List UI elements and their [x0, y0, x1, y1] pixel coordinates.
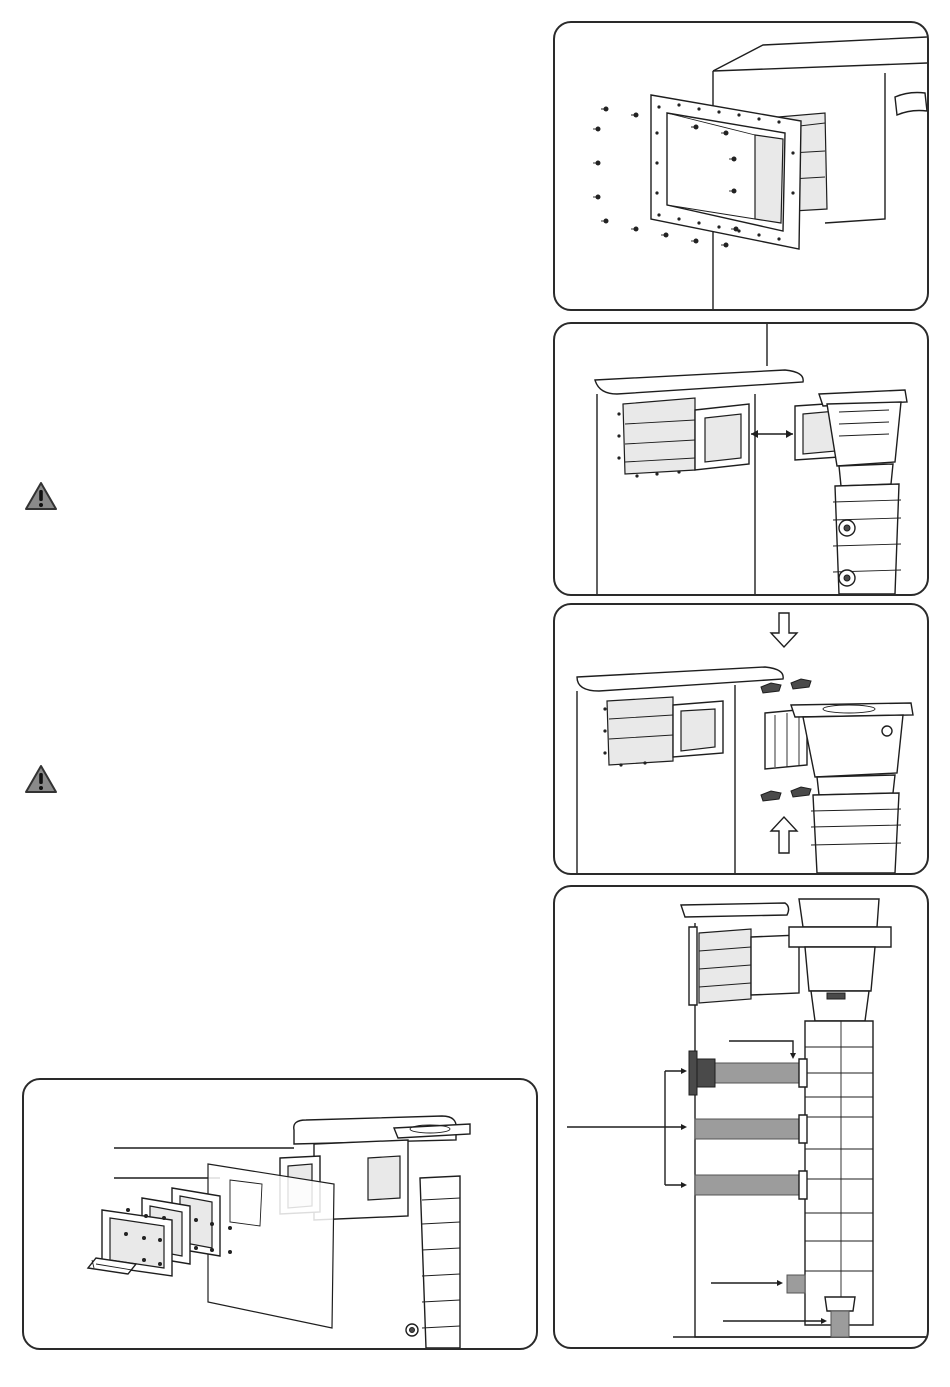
figure-4-pipe-connections — [553, 885, 929, 1349]
figure-2-skimmer-alignment — [553, 322, 929, 596]
warning-triangle-icon — [24, 764, 58, 794]
figure-5-exploded-assembly — [22, 1078, 538, 1350]
arrow-down-icon — [771, 613, 797, 647]
figure-3-clip-attachment — [553, 603, 929, 875]
figure-1-faceplate-mounting — [553, 21, 929, 311]
warning-triangle-icon — [24, 481, 58, 511]
arrow-up-icon — [771, 817, 797, 853]
